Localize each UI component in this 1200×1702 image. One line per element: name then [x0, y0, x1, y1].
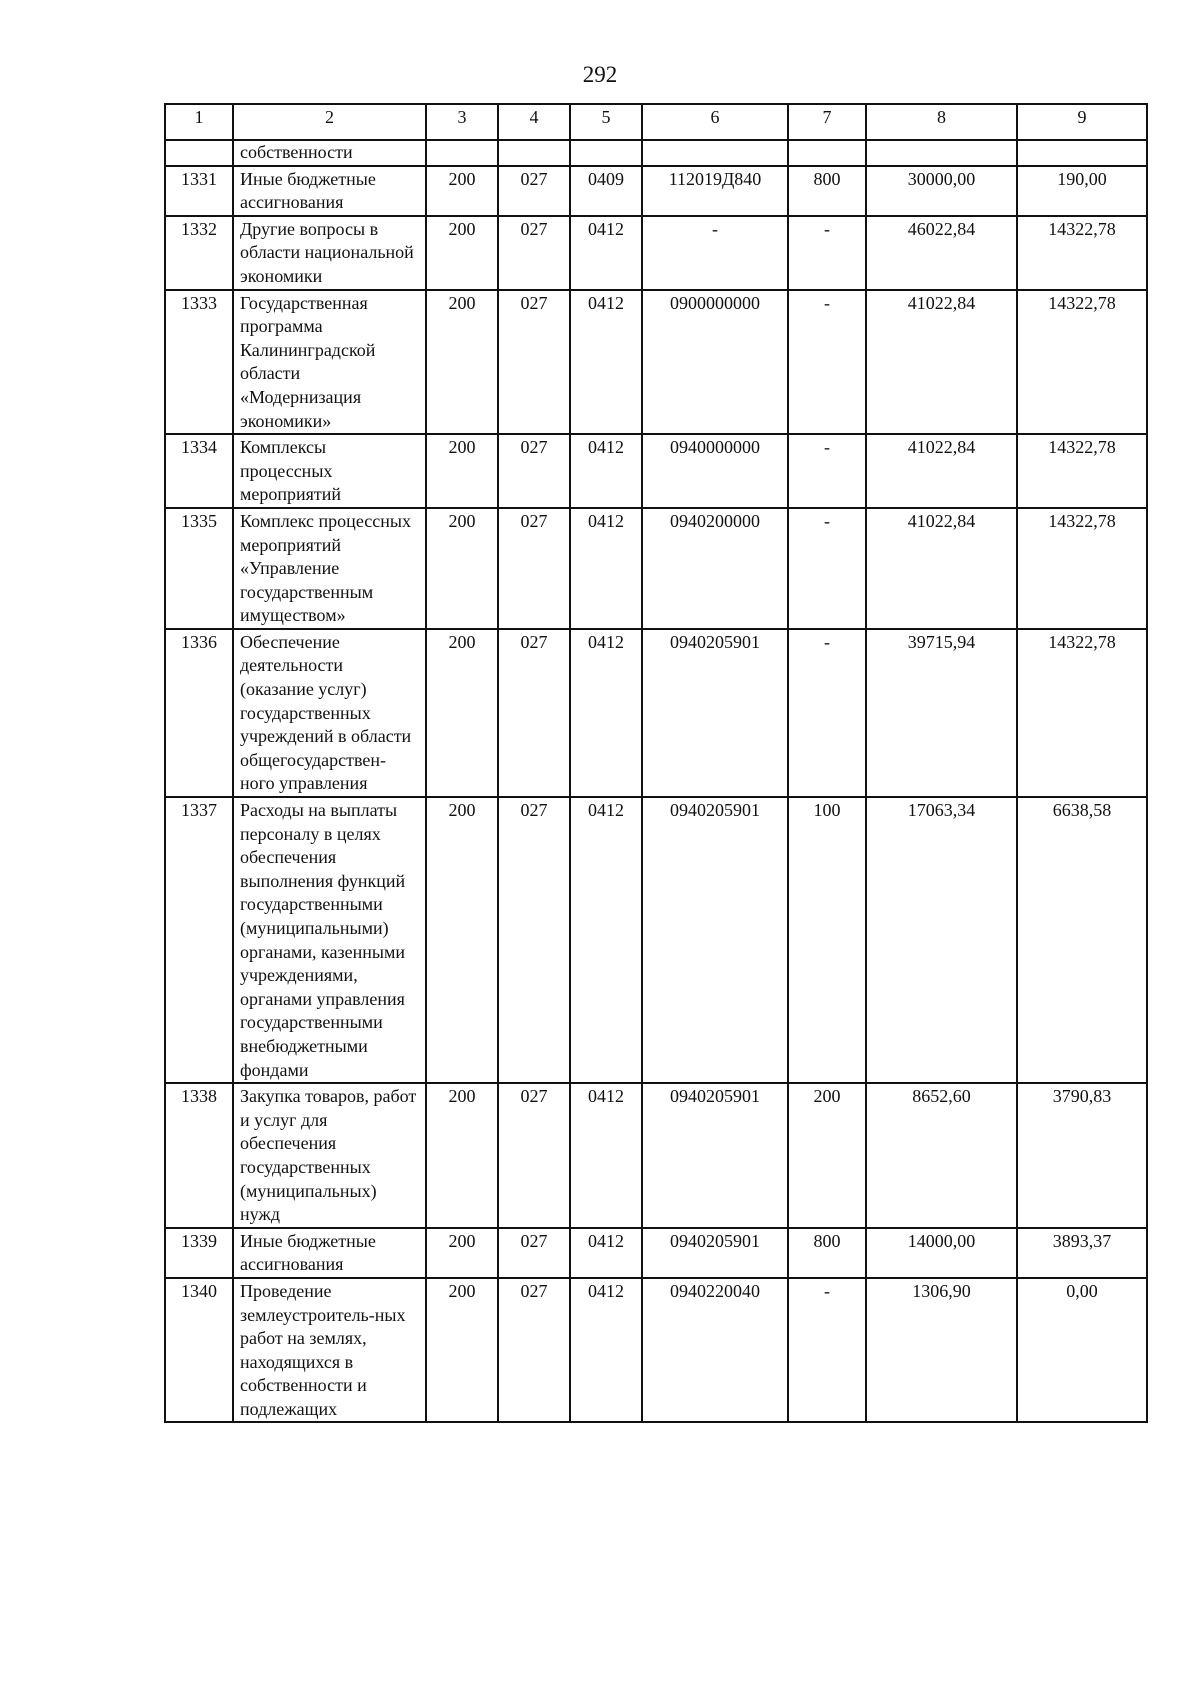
column-header: 4 — [498, 104, 570, 140]
cell-code-7: - — [788, 290, 866, 435]
cell-code-5: 0412 — [570, 216, 642, 290]
table-row — [165, 797, 1147, 1083]
column-header: 5 — [570, 104, 642, 140]
cell-amount-9: 14322,78 — [1017, 508, 1147, 629]
cell-code-3: 200 — [426, 1278, 498, 1423]
column-header: 2 — [233, 104, 426, 140]
cell-code-4: 027 — [498, 797, 570, 1083]
cell-code-6: 0940205901 — [642, 629, 788, 797]
column-header: 7 — [788, 104, 866, 140]
column-header: 1 — [165, 104, 233, 140]
cell-code-6 — [642, 140, 788, 166]
table-row — [165, 290, 1147, 435]
cell-description: Другие вопросы в области национальной экономики — [233, 216, 426, 290]
table-body — [165, 140, 1147, 1422]
cell-amount-8: 46022,84 — [866, 216, 1017, 290]
cell-code-7: 800 — [788, 166, 866, 216]
cell-row-number: 1333 — [165, 290, 233, 435]
cell-amount-8: 14000,00 — [866, 1228, 1017, 1278]
cell-code-7: 100 — [788, 797, 866, 1083]
cell-code-6: 0940220040 — [642, 1278, 788, 1423]
cell-row-number — [165, 140, 233, 166]
cell-description: Проведение землеустроитель-ных работ на землях, находящихся в собственности и подлежащих — [233, 1278, 426, 1423]
cell-description: Иные бюджетные ассигнования — [233, 1228, 426, 1278]
cell-code-5: 0412 — [570, 290, 642, 435]
cell-code-5: 0409 — [570, 166, 642, 216]
cell-code-3: 200 — [426, 508, 498, 629]
cell-code-4: 027 — [498, 1278, 570, 1423]
cell-row-number: 1340 — [165, 1278, 233, 1423]
table-row — [165, 508, 1147, 629]
column-header: 6 — [642, 104, 788, 140]
cell-code-3: 200 — [426, 629, 498, 797]
cell-description: Комплекс процессных мероприятий «Управление государственным имуществом» — [233, 508, 426, 629]
cell-code-5: 0412 — [570, 1083, 642, 1228]
table-row — [165, 629, 1147, 797]
table-row — [165, 1083, 1147, 1228]
cell-code-4: 027 — [498, 216, 570, 290]
cell-code-4: 027 — [498, 629, 570, 797]
cell-code-5: 0412 — [570, 434, 642, 508]
cell-amount-9: 14322,78 — [1017, 629, 1147, 797]
cell-amount-8: 1306,90 — [866, 1278, 1017, 1423]
cell-code-6: 0940200000 — [642, 508, 788, 629]
cell-description: собственности — [233, 140, 426, 166]
cell-description: Обеспечение деятельности (оказание услуг) государственных учреждений в области общегосударствен-ного управления — [233, 629, 426, 797]
cell-code-3: 200 — [426, 166, 498, 216]
cell-code-6: 0940000000 — [642, 434, 788, 508]
cell-row-number: 1338 — [165, 1083, 233, 1228]
cell-code-7 — [788, 140, 866, 166]
table-row — [165, 1278, 1147, 1423]
cell-code-3 — [426, 140, 498, 166]
cell-code-6: 0940205901 — [642, 1083, 788, 1228]
cell-amount-9: 6638,58 — [1017, 797, 1147, 1083]
cell-code-7: - — [788, 216, 866, 290]
cell-description: Закупка товаров, работ и услуг для обеспечения государственных (муниципальных) нужд — [233, 1083, 426, 1228]
budget-table — [164, 103, 1148, 1423]
cell-row-number: 1334 — [165, 434, 233, 508]
cell-code-6: 0940205901 — [642, 797, 788, 1083]
cell-code-5: 0412 — [570, 1228, 642, 1278]
cell-amount-9: 14322,78 — [1017, 216, 1147, 290]
cell-amount-8: 41022,84 — [866, 434, 1017, 508]
cell-amount-9: 14322,78 — [1017, 290, 1147, 435]
cell-amount-9: 14322,78 — [1017, 434, 1147, 508]
cell-amount-8: 8652,60 — [866, 1083, 1017, 1228]
cell-code-6: 0940205901 — [642, 1228, 788, 1278]
cell-code-4: 027 — [498, 166, 570, 216]
cell-description: Иные бюджетные ассигнования — [233, 166, 426, 216]
cell-row-number: 1331 — [165, 166, 233, 216]
cell-code-4 — [498, 140, 570, 166]
cell-amount-8 — [866, 140, 1017, 166]
cell-code-7: 800 — [788, 1228, 866, 1278]
cell-amount-9: 3893,37 — [1017, 1228, 1147, 1278]
cell-code-7: 200 — [788, 1083, 866, 1228]
cell-description: Государственная программа Калининградской области «Модернизация экономики» — [233, 290, 426, 435]
cell-amount-8: 17063,34 — [866, 797, 1017, 1083]
cell-code-3: 200 — [426, 216, 498, 290]
cell-code-5: 0412 — [570, 508, 642, 629]
cell-amount-8: 41022,84 — [866, 290, 1017, 435]
cell-row-number: 1339 — [165, 1228, 233, 1278]
cell-row-number: 1337 — [165, 797, 233, 1083]
cell-code-6: - — [642, 216, 788, 290]
cell-code-4: 027 — [498, 1228, 570, 1278]
column-header: 8 — [866, 104, 1017, 140]
cell-code-5: 0412 — [570, 797, 642, 1083]
cell-code-4: 027 — [498, 508, 570, 629]
cell-code-3: 200 — [426, 290, 498, 435]
cell-code-5: 0412 — [570, 629, 642, 797]
cell-description: Комплексы процессных мероприятий — [233, 434, 426, 508]
cell-amount-9: 3790,83 — [1017, 1083, 1147, 1228]
column-header: 9 — [1017, 104, 1147, 140]
column-header: 3 — [426, 104, 498, 140]
cell-amount-9: 0,00 — [1017, 1278, 1147, 1423]
table-row — [165, 434, 1147, 508]
cell-row-number: 1335 — [165, 508, 233, 629]
table-row — [165, 166, 1147, 216]
cell-row-number: 1336 — [165, 629, 233, 797]
cell-code-6: 112019Д840 — [642, 166, 788, 216]
header-row — [165, 104, 1147, 140]
cell-code-7: - — [788, 508, 866, 629]
cell-description: Расходы на выплаты персоналу в целях обеспечения выполнения функций государственными (муниципальными) органами, казенными учреждениями, органами управления государственными внебюджетными фондами — [233, 797, 426, 1083]
cell-code-4: 027 — [498, 1083, 570, 1228]
table-row — [165, 216, 1147, 290]
cell-code-4: 027 — [498, 290, 570, 435]
cell-code-5: 0412 — [570, 1278, 642, 1423]
cell-amount-8: 39715,94 — [866, 629, 1017, 797]
cell-code-7: - — [788, 629, 866, 797]
cell-code-5 — [570, 140, 642, 166]
cell-row-number: 1332 — [165, 216, 233, 290]
cell-code-3: 200 — [426, 434, 498, 508]
cell-code-4: 027 — [498, 434, 570, 508]
cell-code-3: 200 — [426, 797, 498, 1083]
cell-amount-9 — [1017, 140, 1147, 166]
cell-amount-9: 190,00 — [1017, 166, 1147, 216]
cell-code-7: - — [788, 434, 866, 508]
cell-code-6: 0900000000 — [642, 290, 788, 435]
cell-amount-8: 30000,00 — [866, 166, 1017, 216]
table-header — [165, 104, 1147, 140]
table-row-continuation — [165, 140, 1147, 166]
cell-code-3: 200 — [426, 1228, 498, 1278]
page-number: 292 — [582, 62, 618, 87]
cell-code-7: - — [788, 1278, 866, 1423]
table-row — [165, 1228, 1147, 1278]
cell-code-3: 200 — [426, 1083, 498, 1228]
cell-amount-8: 41022,84 — [866, 508, 1017, 629]
